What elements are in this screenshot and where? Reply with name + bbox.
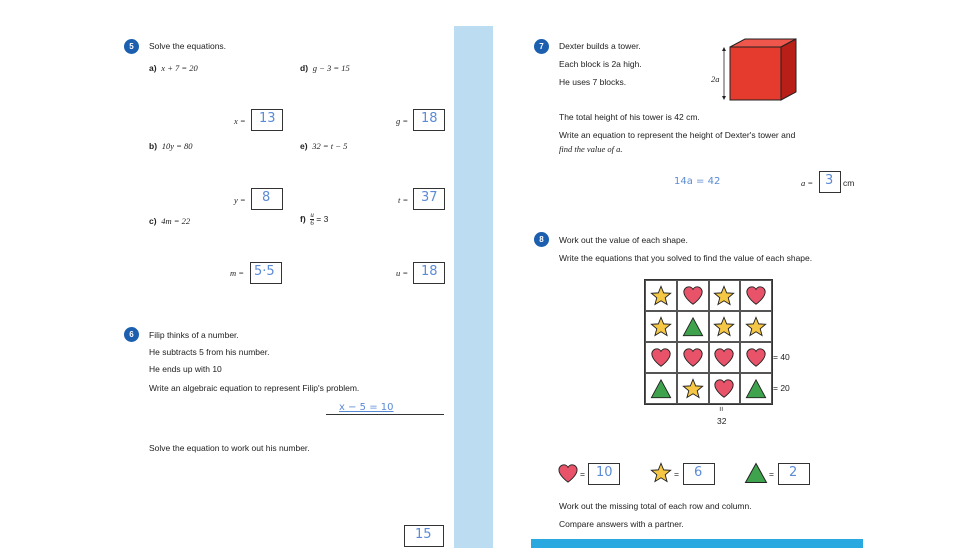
triangle-value-box[interactable] <box>778 463 810 485</box>
grid-cell-2-1 <box>645 311 677 342</box>
q5d-label: d) <box>300 63 309 73</box>
q5b-equation: 10y = 80 <box>161 141 193 151</box>
question-7-badge: 7 <box>534 39 549 54</box>
star-value: 6 <box>694 465 703 480</box>
star-icon <box>713 285 735 307</box>
grid-cell-2-2 <box>677 311 709 342</box>
q7-write-1: Write an equation to represent the height of Dexter's tower and <box>559 130 796 140</box>
bottom-bar <box>531 539 863 548</box>
q5c-answer-box[interactable] <box>250 262 282 284</box>
q7-total: The total height of his tower is 42 cm. <box>559 112 700 122</box>
q5c-equation: 4m = 22 <box>161 216 191 226</box>
triangle-value-icon <box>744 462 768 484</box>
star-icon <box>745 316 767 338</box>
grid-cell-1-1 <box>645 280 677 311</box>
q8-footer-2: Compare answers with a partner. <box>559 519 684 529</box>
heart-icon <box>713 347 735 369</box>
heart-value-box[interactable] <box>588 463 620 485</box>
q5-instruction: Solve the equations. <box>149 41 227 51</box>
q5a-label: a) <box>149 63 157 73</box>
grid-cell-3-4 <box>740 342 772 373</box>
q5e-equation: 32 = t − 5 <box>312 141 348 151</box>
cube-height-label: 2a <box>711 74 720 84</box>
q7-line-1: Dexter builds a tower. <box>559 41 641 51</box>
q8-instruction-1: Work out the value of each shape. <box>559 235 688 245</box>
grid-cell-3-2 <box>677 342 709 373</box>
q6-answer-line[interactable] <box>326 414 444 415</box>
q7-answer: 3 <box>825 173 834 188</box>
grid-cell-2-4 <box>740 311 772 342</box>
triangle-icon <box>650 378 672 400</box>
triangle-value: 2 <box>789 465 798 480</box>
heart-icon <box>682 285 704 307</box>
q5e-answer: 37 <box>421 190 438 205</box>
q5c-answer: 5·5 <box>254 264 275 279</box>
star-equals: = <box>674 469 679 479</box>
column-equals: = <box>716 406 727 412</box>
q5b-answer-label: y = <box>234 195 246 205</box>
q5b-answer: 8 <box>262 190 271 205</box>
q5b <box>149 141 193 151</box>
q7-answer-box[interactable] <box>819 171 841 193</box>
q5c <box>149 216 190 226</box>
grid-cell-1-3 <box>709 280 741 311</box>
q7-line-3: He uses 7 blocks. <box>559 77 627 87</box>
q7-answer-label: a = <box>801 178 814 188</box>
triangle-equals: = <box>769 469 774 479</box>
grid-cell-2-3 <box>709 311 741 342</box>
column-total: 32 <box>717 416 727 426</box>
heart-icon <box>745 285 767 307</box>
grid-cell-4-2 <box>677 373 709 404</box>
star-value-icon <box>650 462 672 484</box>
heart-equals: = <box>580 469 585 479</box>
q5c-answer-label: m = <box>230 268 244 278</box>
q7-line-2: Each block is 2a high. <box>559 59 642 69</box>
star-value-box[interactable] <box>683 463 715 485</box>
row-4-total: = 20 <box>773 383 790 393</box>
q7-handwritten-equation: 14a = 42 <box>674 176 721 187</box>
red-cube-icon <box>706 37 800 103</box>
q5d-equation: g − 3 = 15 <box>312 63 350 73</box>
q5d-answer: 18 <box>421 111 438 126</box>
q5a-equation: x + 7 = 20 <box>161 63 198 73</box>
q5f-answer: 18 <box>421 264 438 279</box>
q6-line-3: He ends up with 10 <box>149 364 222 374</box>
q6-line-2: He subtracts 5 from his number. <box>149 347 270 357</box>
q5e-label: e) <box>300 141 308 151</box>
q5f-frac-den: 6 <box>310 219 314 227</box>
triangle-icon <box>745 378 767 400</box>
q6-line-1: Filip thinks of a number. <box>149 330 239 340</box>
q6-handwritten-equation: x − 5 = 10 <box>339 402 394 413</box>
page-divider <box>454 26 493 548</box>
heart-icon <box>713 378 735 400</box>
q5a-answer-box[interactable] <box>251 109 283 131</box>
q8-footer-1: Work out the missing total of each row and column. <box>559 501 752 511</box>
q6-solve-instruction: Solve the equation to work out his number. <box>149 443 310 453</box>
q5d-answer-label: g = <box>396 116 409 126</box>
heart-value: 10 <box>596 465 613 480</box>
grid-cell-4-1 <box>645 373 677 404</box>
question-6-badge: 6 <box>124 327 139 342</box>
star-icon <box>650 316 672 338</box>
q5a-answer-label: x = <box>234 116 246 126</box>
q5c-label: c) <box>149 216 157 226</box>
grid-cell-1-4 <box>740 280 772 311</box>
q5a <box>149 63 198 73</box>
q5e <box>300 141 347 151</box>
q5f-label: f) <box>300 213 306 224</box>
q7-unit: cm <box>843 178 855 188</box>
grid-cell-3-1 <box>645 342 677 373</box>
heart-icon <box>682 347 704 369</box>
q5f-frac-num: u <box>310 211 314 219</box>
q5f <box>300 212 328 227</box>
grid-cell-4-4 <box>740 373 772 404</box>
q5e-answer-label: t = <box>398 195 409 205</box>
q6-line-4: Write an algebraic equation to represent Filip's problem. <box>149 383 360 393</box>
shape-grid <box>644 279 773 405</box>
question-8-badge: 8 <box>534 232 549 247</box>
grid-cell-4-3 <box>709 373 741 404</box>
q5d-answer-box[interactable] <box>413 109 445 131</box>
q5d <box>300 63 350 73</box>
q5f-answer-label: u = <box>396 268 409 278</box>
triangle-icon <box>682 316 704 338</box>
q5b-answer-box[interactable] <box>251 188 283 210</box>
star-icon <box>713 316 735 338</box>
row-3-total: = 40 <box>773 352 790 362</box>
q7-write-2: find the value of a. <box>559 144 623 154</box>
q8-instruction-2: Write the equations that you solved to find the value of each shape. <box>559 253 813 263</box>
star-icon <box>682 378 704 400</box>
star-icon <box>650 285 672 307</box>
question-5-badge: 5 <box>124 39 139 54</box>
q5a-answer: 13 <box>259 111 276 126</box>
q5f-equation-tail: = 3 <box>316 213 329 224</box>
heart-icon <box>650 347 672 369</box>
grid-cell-1-2 <box>677 280 709 311</box>
q6-answer: 15 <box>415 527 432 542</box>
grid-cell-3-3 <box>709 342 741 373</box>
q5b-label: b) <box>149 141 158 151</box>
q6-answer-box[interactable] <box>404 525 444 547</box>
heart-icon <box>745 347 767 369</box>
heart-value-icon <box>557 463 579 483</box>
q5e-answer-box[interactable] <box>413 188 445 210</box>
q5f-answer-box[interactable] <box>413 262 445 284</box>
